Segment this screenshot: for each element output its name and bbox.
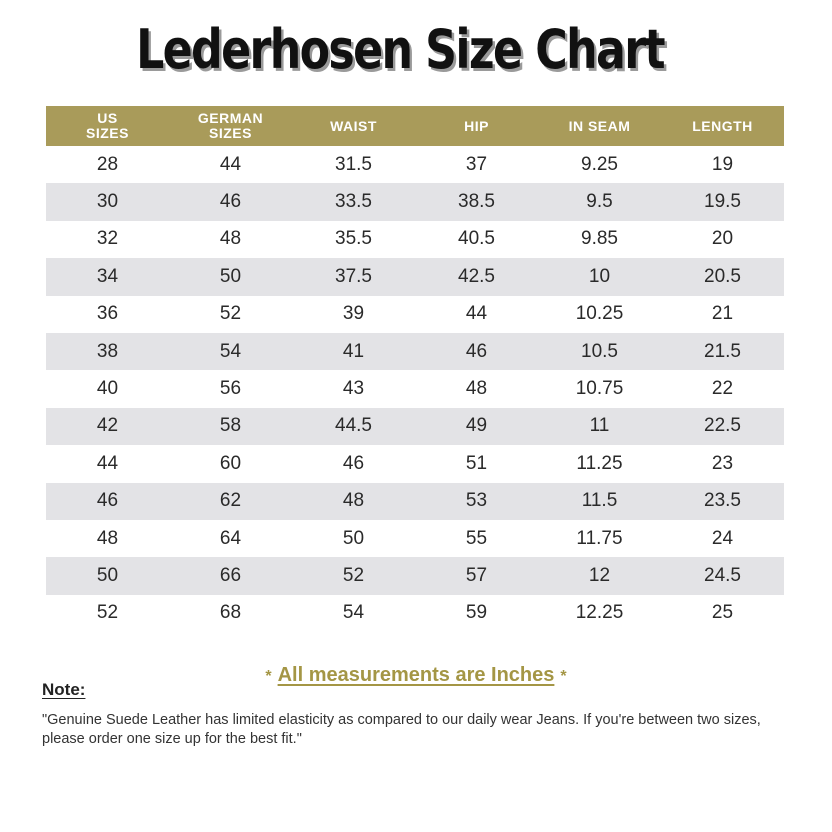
table-cell: 24.5 <box>661 557 784 594</box>
table-cell: 48 <box>219 228 242 250</box>
measurement-unit-text: All measurements are Inches <box>277 664 555 686</box>
table-cell: 41 <box>292 333 415 370</box>
table-cell: 25 <box>711 602 734 624</box>
table-cell: 21 <box>711 303 734 325</box>
table-cell: 46 <box>46 483 169 520</box>
table-cell: 50 <box>342 527 365 549</box>
table-cell: 28 <box>96 153 119 175</box>
table-row <box>46 408 784 445</box>
table-cell: 40 <box>96 378 119 400</box>
table-row <box>46 146 784 183</box>
table-cell: 20 <box>711 228 734 250</box>
table-row <box>46 557 784 594</box>
table-cell: 32 <box>96 228 119 250</box>
table-cell: 49 <box>415 408 538 445</box>
table-row <box>46 183 784 220</box>
table-cell: 36 <box>96 303 119 325</box>
table-row <box>46 370 784 407</box>
note-label: Note: <box>42 680 86 699</box>
column-header: US SIZES <box>46 106 169 146</box>
column-header: HIP <box>415 106 538 146</box>
table-cell: 52 <box>96 602 119 624</box>
table-cell: 68 <box>219 602 242 624</box>
table-cell: 60 <box>219 452 242 474</box>
table-cell: 31.5 <box>335 153 372 175</box>
table-cell: 9.25 <box>581 153 618 175</box>
table-cell: 66 <box>169 557 292 594</box>
table-cell: 42 <box>46 408 169 445</box>
table-cell: 59 <box>465 602 488 624</box>
table-cell: 43 <box>342 378 365 400</box>
table-row <box>46 333 784 370</box>
table-cell: 10.5 <box>538 333 661 370</box>
table-cell: 23.5 <box>661 483 784 520</box>
table-cell: 35.5 <box>335 228 372 250</box>
table-cell: 46 <box>342 452 365 474</box>
table-cell: 57 <box>415 557 538 594</box>
table-cell: 11.25 <box>576 452 623 474</box>
table-cell: 52 <box>292 557 415 594</box>
table-cell: 10.75 <box>575 378 624 400</box>
table-cell: 53 <box>415 483 538 520</box>
table-row <box>46 445 784 482</box>
table-cell: 48 <box>292 483 415 520</box>
note-text: "Genuine Suede Leather has limited elasticity as compared to our daily wear Jeans. If you're between two sizes, please order one size up for the best fit." <box>42 712 761 747</box>
table-header-row <box>46 106 784 146</box>
table-cell: 50 <box>169 258 292 295</box>
table-cell: 22.5 <box>661 408 784 445</box>
table-cell: 11 <box>538 408 661 445</box>
table-cell: 37.5 <box>292 258 415 295</box>
table-cell: 42.5 <box>415 258 538 295</box>
table-cell: 44 <box>219 153 242 175</box>
table-cell: 23 <box>711 452 734 474</box>
table-cell: 19.5 <box>661 183 784 220</box>
table-cell: 39 <box>342 303 365 325</box>
table-cell: 48 <box>96 527 119 549</box>
table-cell: 48 <box>465 378 488 400</box>
table-cell: 54 <box>342 602 365 624</box>
table-cell: 38 <box>46 333 169 370</box>
table-row <box>46 221 784 258</box>
table-cell: 64 <box>219 527 242 549</box>
table-cell: 30 <box>46 183 169 220</box>
table-cell: 44 <box>465 303 488 325</box>
table-cell: 50 <box>46 557 169 594</box>
table-cell: 38.5 <box>415 183 538 220</box>
table-cell: 44.5 <box>292 408 415 445</box>
measurement-unit-note <box>0 664 832 687</box>
table-cell: 11.5 <box>538 483 661 520</box>
table-cell: 51 <box>465 452 488 474</box>
column-header: IN SEAM <box>538 106 661 146</box>
column-header: LENGTH <box>661 106 784 146</box>
table-cell: 37 <box>465 153 488 175</box>
table-cell: 46 <box>415 333 538 370</box>
table-cell: 40.5 <box>458 228 495 250</box>
table-row <box>46 483 784 520</box>
column-header: WAIST <box>292 106 415 146</box>
table-row <box>46 296 784 333</box>
table-cell: 56 <box>219 378 242 400</box>
table-cell: 58 <box>169 408 292 445</box>
table-cell: 12 <box>538 557 661 594</box>
star-icon: * <box>560 668 567 685</box>
table-cell: 54 <box>169 333 292 370</box>
table-cell: 62 <box>169 483 292 520</box>
table-row <box>46 520 784 557</box>
table-cell: 21.5 <box>661 333 784 370</box>
table-row <box>46 258 784 295</box>
table-cell: 20.5 <box>661 258 784 295</box>
table-cell: 12.25 <box>575 602 624 624</box>
table-cell: 10 <box>538 258 661 295</box>
table-cell: 11.75 <box>576 527 623 549</box>
table-cell: 52 <box>219 303 242 325</box>
table-body <box>46 146 784 632</box>
column-header: GERMAN SIZES <box>169 106 292 146</box>
size-chart-table <box>46 106 784 632</box>
table-row <box>46 595 784 632</box>
table-cell: 24 <box>711 527 734 549</box>
table-cell: 22 <box>711 378 734 400</box>
table-cell: 9.5 <box>538 183 661 220</box>
table-cell: 19 <box>711 153 734 175</box>
table-cell: 55 <box>465 527 488 549</box>
table-cell: 44 <box>96 452 119 474</box>
table-cell: 10.25 <box>575 303 624 325</box>
table-cell: 33.5 <box>292 183 415 220</box>
page-title: Lederhosen Size Chart <box>136 18 664 81</box>
table-cell: 46 <box>169 183 292 220</box>
table-cell: 34 <box>46 258 169 295</box>
star-icon: * <box>265 668 272 685</box>
table-cell: 9.85 <box>581 228 618 250</box>
